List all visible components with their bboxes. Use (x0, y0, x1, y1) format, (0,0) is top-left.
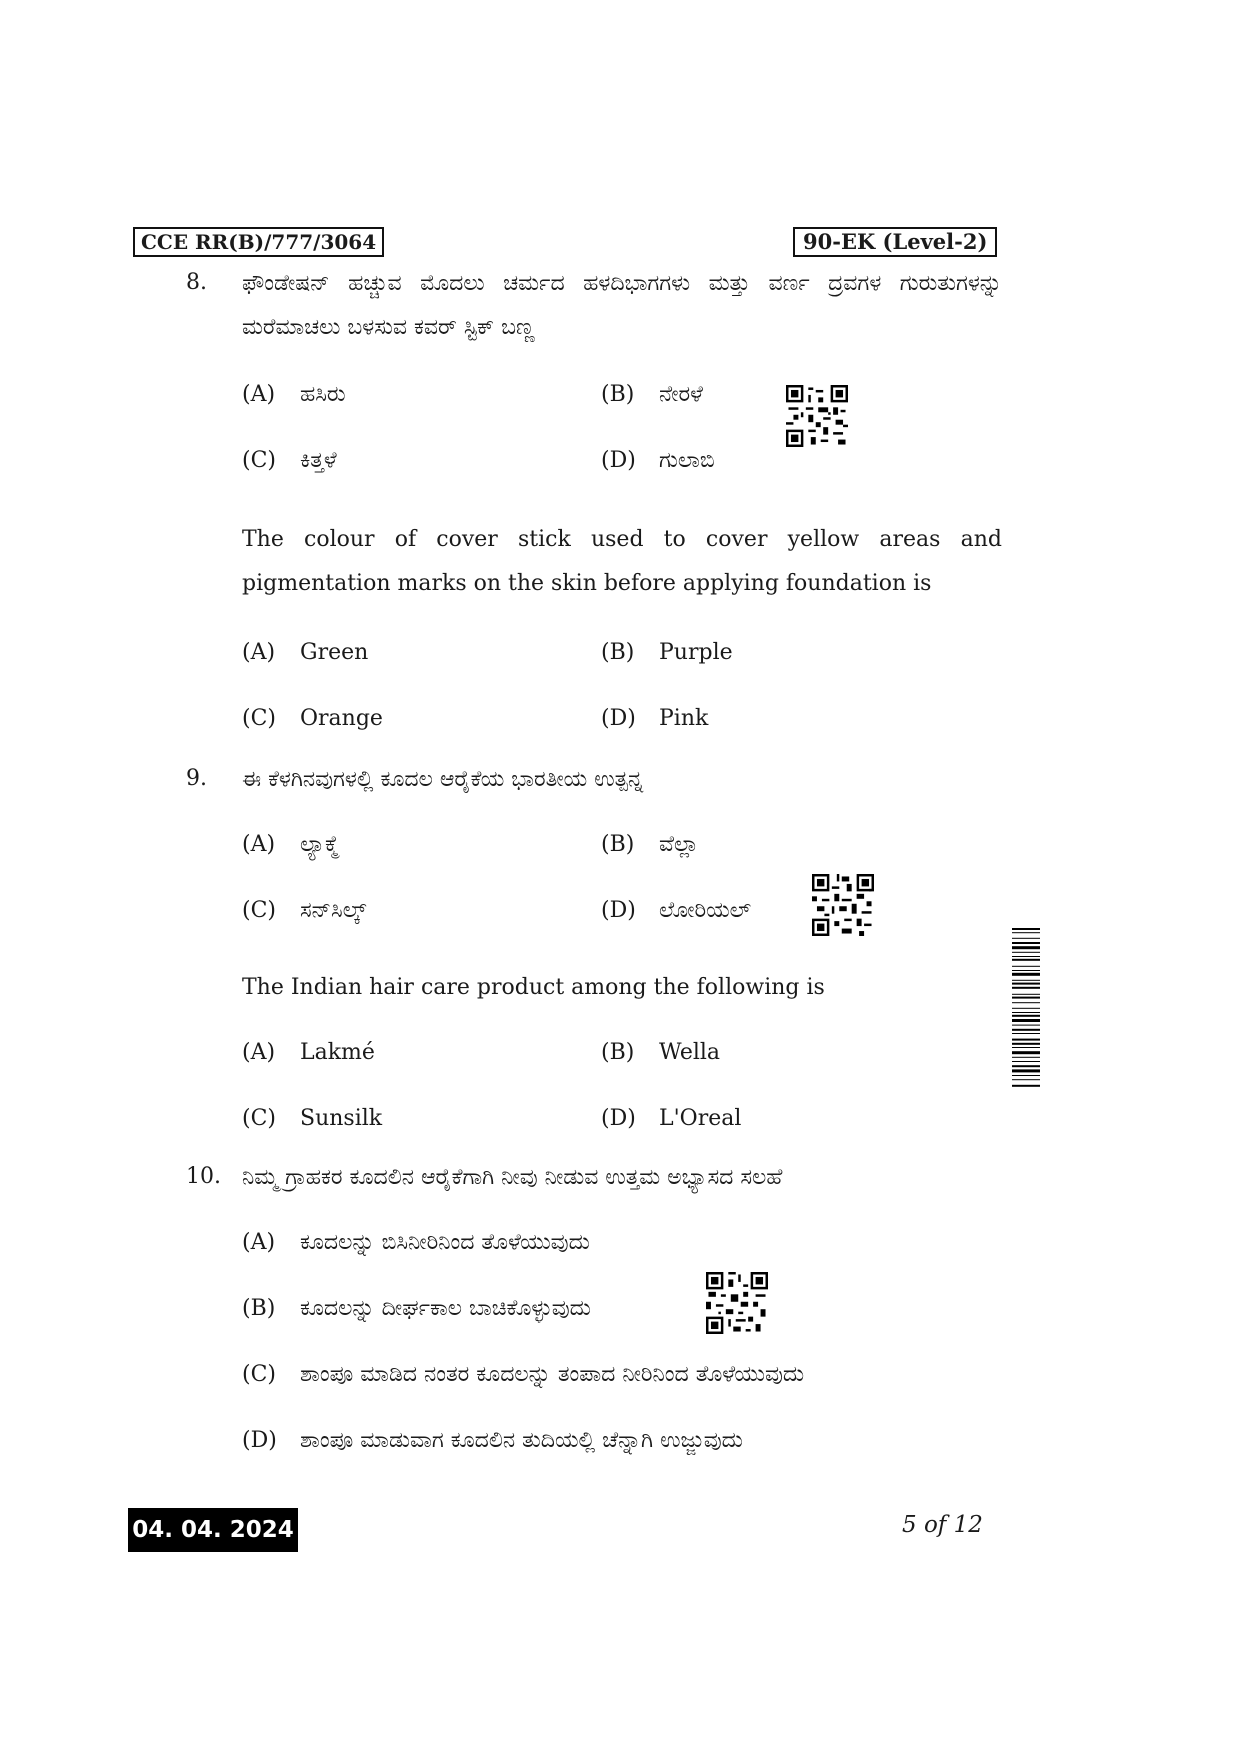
option-text: ಶಾಂಪೂ ಮಾಡಿದ ನಂತರ ಕೂದಲನ್ನು ತಂಪಾದ ನೀರಿನಿಂದ ತೊಳೆಯುವುದು (300, 1362, 805, 1387)
qr-code-icon (706, 1272, 768, 1334)
option-a: (A) Lakmé (242, 1040, 375, 1065)
question-text-english: The Indian hair care product among the following is (242, 975, 825, 1000)
option-d: (D) ಶಾಂಪೂ ಮಾಡುವಾಗ ಕೂದಲಿನ ತುದಿಯಲ್ಲಿ ಚೆನ್ನಾಗಿ ಉಜ್ಜುವುದು (242, 1428, 743, 1453)
option-b: (B) ವೆಲ್ಲಾ (601, 832, 699, 857)
qr-code-icon (786, 385, 848, 447)
page-number: 5 of 12 (902, 1512, 983, 1538)
option-text: Orange (300, 706, 383, 731)
qr-code-icon (812, 874, 874, 936)
option-a: (A) ಲ್ಯಾಕ್ಮೆ (242, 832, 339, 857)
option-b: (B) ನೇರಳೆ (601, 382, 703, 407)
option-text: ಕಿತ್ತಳೆ (300, 448, 337, 473)
paper-code: 90-EK (Level-2) (793, 227, 997, 257)
question-number: 10. (186, 1164, 221, 1189)
option-a: (A) Green (242, 640, 369, 665)
option-d: (D) Pink (601, 706, 709, 731)
option-c: (C) ಕಿತ್ತಳೆ (242, 448, 337, 473)
option-text: Sunsilk (300, 1106, 383, 1131)
option-text: ಕೂದಲನ್ನು ದೀರ್ಘಕಾಲ ಬಾಚಿಕೊಳ್ಳುವುದು (300, 1296, 591, 1321)
option-text: ಲ್ಯಾಕ್ಮೆ (300, 832, 339, 857)
question-text-english: The colour of cover stick used to cover yellow areas and pigmentation marks on the skin before applying foundation is (242, 527, 1002, 596)
option-d: (D) L'Oreal (601, 1106, 742, 1131)
option-d: (D) ಗುಲಾಬಿ (601, 448, 715, 473)
option-text: ಸನ್‌ಸಿಲ್ಕ್ (300, 898, 367, 923)
option-c: (C) Sunsilk (242, 1106, 383, 1131)
exam-date: 04. 04. 2024 (128, 1508, 298, 1552)
option-text: Lakmé (300, 1040, 375, 1065)
option-text: ಲೋರಿಯಲ್ (659, 898, 752, 923)
exam-code: CCE RR(B)/777/3064 (133, 227, 384, 257)
option-b: (B) Purple (601, 640, 733, 665)
option-c: (C) Orange (242, 706, 383, 731)
option-text: ಗುಲಾಬಿ (659, 448, 715, 473)
option-text: Green (300, 640, 369, 665)
option-text: Wella (659, 1040, 721, 1065)
option-text: Pink (659, 706, 709, 731)
option-a: (A) ಹಸಿರು (242, 382, 346, 407)
option-text: ವೆಲ್ಲಾ (659, 832, 699, 857)
option-text: ಶಾಂಪೂ ಮಾಡುವಾಗ ಕೂದಲಿನ ತುದಿಯಲ್ಲಿ ಚೆನ್ನಾಗಿ ಉಜ್ಜುವುದು (300, 1428, 743, 1453)
question-number: 9. (186, 766, 207, 791)
barcode-icon (1012, 928, 1040, 1198)
option-text: Purple (659, 640, 733, 665)
option-b: (B) ಕೂದಲನ್ನು ದೀರ್ಘಕಾಲ ಬಾಚಿಕೊಳ್ಳುವುದು (242, 1296, 591, 1321)
question-text-kannada: ನಿಮ್ಮ ಗ್ರಾಹಕರ ಕೂದಲಿನ ಆರೈಕೆಗಾಗಿ ನೀವು ನೀಡುವ ಉತ್ತಮ ಅಭ್ಯಾಸದ ಸಲಹೆ (242, 1165, 783, 1190)
option-c: (C) ಸನ್‌ಸಿಲ್ಕ್ (242, 898, 367, 923)
option-b: (B) Wella (601, 1040, 721, 1065)
option-text: ನೇರಳೆ (659, 382, 703, 407)
option-a: (A) ಕೂದಲನ್ನು ಬಿಸಿನೀರಿನಿಂದ ತೊಳೆಯುವುದು (242, 1230, 590, 1255)
option-c: (C) ಶಾಂಪೂ ಮಾಡಿದ ನಂತರ ಕೂದಲನ್ನು ತಂಪಾದ ನೀರಿನಿಂದ ತೊಳೆಯುವುದು (242, 1362, 805, 1387)
question-text-kannada: ಫೌಂಡೇಷನ್ ಹಚ್ಚುವ ಮೊದಲು ಚರ್ಮದ ಹಳದಿಭಾಗಗಳು ಮತ್ತು ವರ್ಣ ದ್ರವಗಳ ಗುರುತುಗಳನ್ನು ಮರೆಮಾಚಲು ಬಳಸುವ ಕವರ್ ಸ್ಟಿಕ್ ಬಣ್ಣ (242, 271, 1002, 340)
option-text: ಕೂದಲನ್ನು ಬಿಸಿನೀರಿನಿಂದ ತೊಳೆಯುವುದು (300, 1230, 590, 1255)
question-number: 8. (186, 270, 207, 295)
option-text: ಹಸಿರು (300, 382, 346, 407)
option-text: L'Oreal (659, 1106, 742, 1131)
option-d: (D) ಲೋರಿಯಲ್ (601, 898, 752, 923)
question-text-kannada: ಈ ಕೆಳಗಿನವುಗಳಲ್ಲಿ ಕೂದಲ ಆರೈಕೆಯ ಭಾರತೀಯ ಉತ್ಪನ್ನ (242, 767, 644, 792)
